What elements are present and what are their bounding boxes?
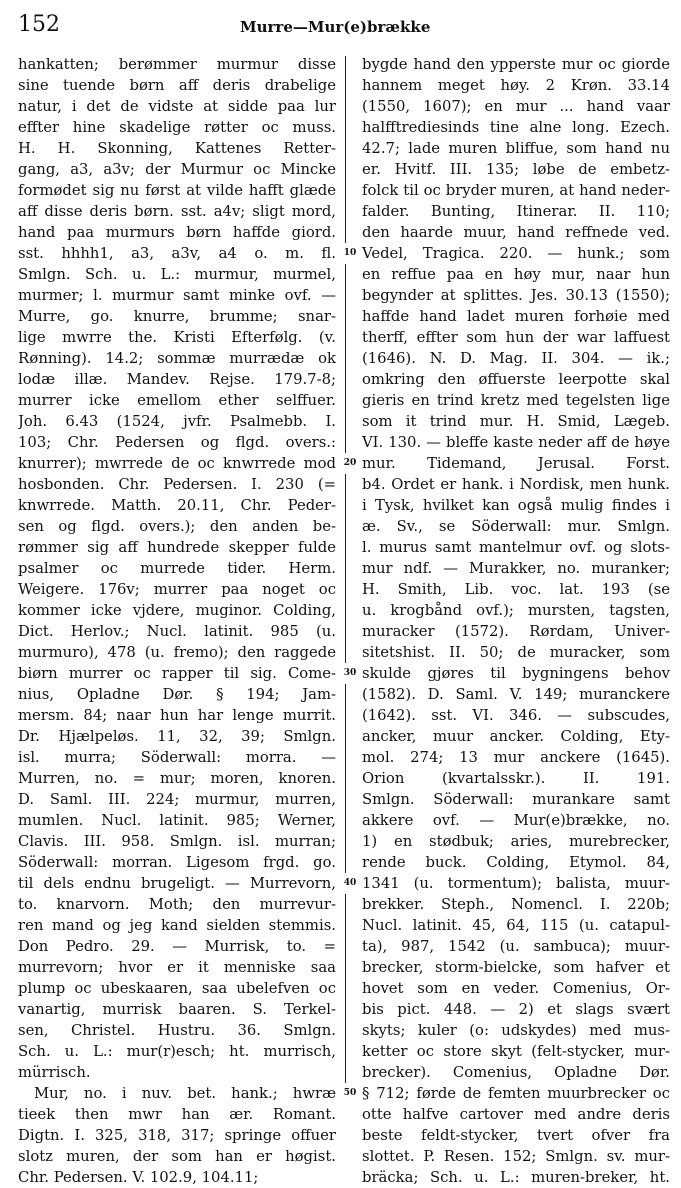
text-line: folck til oc bryder muren, at hand neder-	[362, 182, 670, 199]
text-line: gang, a3, a3v; der Murmur oc Mincke	[18, 161, 336, 178]
text-line: sen, Christel. Hustru. 36. Smlgn.	[18, 1022, 336, 1039]
text-line: halfftrediesinds tine alne long. Ezech.	[362, 119, 670, 136]
text-line: isl. murra; Söderwall: morra. —	[18, 749, 336, 766]
running-head: Murre—Mur(e)brække	[240, 18, 431, 36]
text-line: brekker. Steph., Nomencl. I. 220b;	[362, 896, 670, 913]
line-number-marker: 30	[338, 663, 362, 684]
text-line: lige mwrre the. Kristi Efterfølg. (v.	[18, 329, 336, 346]
text-line: akkere ovf. — Mur(e)brække, no.	[362, 812, 670, 829]
text-line: murmer; l. murmur samt minke ovf. —	[18, 287, 336, 304]
text-line: muracker (1572). Rørdam, Univer-	[362, 623, 670, 640]
text-line: Nucl. latinit. 45, 64, 115 (u. catapul-	[362, 917, 670, 934]
text-line: omkring den øffuerste leerpotte skal	[362, 371, 670, 388]
text-line: sst. hhhh1, a3, a3v, a4 o. m. fl.	[18, 245, 336, 262]
text-line: slottet. P. Resen. 152; Smlgn. sv. mur-	[362, 1148, 670, 1165]
text-line: H. H. Skonning, Kattenes Retter-	[18, 140, 336, 157]
text-line: formødet sig nu først at vilde hafft glæde	[18, 182, 336, 199]
text-line: vanartig, murrisk baaren. S. Terkel-	[18, 1001, 336, 1018]
line-number-marker: 40	[338, 873, 362, 894]
text-line: murrer icke emellom ether selffuer.	[18, 392, 336, 409]
text-line: mumlen. Nucl. latinit. 985; Werner,	[18, 812, 336, 829]
text-line: biørn murrer oc rapper til sig. Come-	[18, 665, 336, 682]
text-line: Clavis. III. 958. Smlgn. isl. murran;	[18, 833, 336, 850]
text-line: to. knarvorn. Moth; den murrevur-	[18, 896, 336, 913]
line-number-marker: 10	[338, 243, 362, 264]
text-line: hand paa murmurs børn haffde giord.	[18, 224, 336, 241]
text-line: psalmer oc murrede tider. Herm.	[18, 560, 336, 577]
text-line: hankatten; berømmer murmur disse	[18, 56, 336, 73]
text-line: D. Saml. III. 224; murmur, murren,	[18, 791, 336, 808]
right-column	[362, 54, 670, 1188]
text-line: en reffue paa en høy mur, naar hun	[362, 266, 670, 283]
text-line: sine tuende børn aff deris drabelige	[18, 77, 336, 94]
text-line: rømmer sig aff hundrede skepper fulde	[18, 539, 336, 556]
page-header	[0, 10, 681, 42]
text-line: murrevorn; hvor er it menniske saa	[18, 959, 336, 976]
text-line: (1550, 1607); en mur ... hand vaar	[362, 98, 670, 115]
text-line: Sch. u. L.: mur(r)esch; ht. murrisch,	[18, 1043, 336, 1060]
text-line: VI. 130. — bleffe kaste neder aff de høye	[362, 434, 670, 451]
text-line: ancker, muur ancker. Colding, Ety-	[362, 728, 670, 745]
text-line: ta), 987, 1542 (u. sambuca); muur-	[362, 938, 670, 955]
text-line: falder. Bunting, Itinerar. II. 110;	[362, 203, 670, 220]
text-line: 42.7; lade muren bliffue, som hand nu	[362, 140, 670, 157]
text-line: Dr. Hjælpeløs. 11, 32, 39; Smlgn.	[18, 728, 336, 745]
text-line: Vedel, Tragica. 220. — hunk.; som	[362, 245, 670, 262]
text-line: Dict. Herlov.; Nucl. latinit. 985 (u.	[18, 623, 336, 640]
text-line: knwrrede. Matth. 20.11, Chr. Peder-	[18, 497, 336, 514]
text-line: Söderwall: morran. Ligesom frgd. go.	[18, 854, 336, 871]
text-line: brecker, storm-bielcke, som hafver et	[362, 959, 670, 976]
text-line: mol. 274; 13 mur anckere (1645).	[362, 749, 670, 766]
column-divider	[345, 56, 346, 1102]
text-line: er. Hvitf. III. 135; løbe de embetz-	[362, 161, 670, 178]
text-line: Smlgn. Sch. u. L.: murmur, murmel,	[18, 266, 336, 283]
text-line: Digtn. I. 325, 318, 317; springe offuer	[18, 1127, 336, 1144]
text-line: 1) en stødbuk; aries, murebrecker,	[362, 833, 670, 850]
text-line: (1582). D. Saml. V. 149; muranckere	[362, 686, 670, 703]
text-line: gieris en trind kretz med tegelsten lige	[362, 392, 670, 409]
text-line: hovet som en veder. Comenius, Or-	[362, 980, 670, 997]
text-line: (1646). N. D. Mag. II. 304. — ik.;	[362, 350, 670, 367]
text-line: mur. Tidemand, Jerusal. Forst.	[362, 455, 670, 472]
text-line: Rønning). 14.2; sommæ murrædæ ok	[18, 350, 336, 367]
text-line: 1341 (u. tormentum); balista, muur-	[362, 875, 670, 892]
text-line: Orion (kvartalsskr.). II. 191.	[362, 770, 670, 787]
text-line: Joh. 6.43 (1524, jvfr. Psalmebb. I.	[18, 413, 336, 430]
text-line: kommer icke vjdere, muginor. Colding,	[18, 602, 336, 619]
text-line: Weigere. 176v; murrer paa noget oc	[18, 581, 336, 598]
page-number: 152	[18, 12, 60, 37]
left-column	[18, 54, 336, 1188]
text-line: beste feldt-stycker, tvert ofver fra	[362, 1127, 670, 1144]
text-line: u. krogbånd ovf.); mursten, tagsten,	[362, 602, 670, 619]
text-line: Chr. Pedersen. V. 102.9, 104.11;	[18, 1169, 259, 1186]
line-number-marker: 20	[338, 453, 362, 474]
text-line: H. Smith, Lib. voc. lat. 193 (se	[362, 581, 670, 598]
text-line: haffde hand ladet muren forhøie med	[362, 308, 670, 325]
text-line: i Tysk, hvilket kan også mulig findes i	[362, 497, 670, 514]
text-line: nius, Opladne Dør. § 194; Jam-	[18, 686, 336, 703]
text-line: mürrisch.	[18, 1064, 91, 1081]
text-line: Don Pedro. 29. — Murrisk, to. =	[18, 938, 336, 955]
text-line: til dels endnu brugeligt. — Murrevorn,	[18, 875, 336, 892]
text-line: l. murus samt mantelmur ovf. og slots-	[362, 539, 670, 556]
text-line: bräcka; Sch. u. L.: muren-breker, ht.	[362, 1169, 670, 1186]
text-line: murmuro), 478 (u. fremo); den raggede	[18, 644, 336, 661]
text-line: ren mand og jeg kand sielden stemmis.	[18, 917, 336, 934]
text-line: 103; Chr. Pedersen og flgd. overs.:	[18, 434, 336, 451]
text-line: begynder at splittes. Jes. 30.13 (1550);	[362, 287, 670, 304]
text-line: effter hine skadelige røtter oc muss.	[18, 119, 336, 136]
text-line: Murre, go. knurre, brumme; snar-	[18, 308, 336, 325]
text-line: (1642). sst. VI. 346. — subscudes,	[362, 707, 670, 724]
text-line: skyts; kuler (o: udskydes) med mus-	[362, 1022, 670, 1039]
text-line: mersm. 84; naar hun har lenge murrit.	[18, 707, 336, 724]
text-line: ketter oc store skyt (felt-stycker, mur-	[362, 1043, 670, 1060]
text-line: skulde gjøres til bygningens behov	[362, 665, 670, 682]
text-line: æ. Sv., se Söderwall: mur. Smlgn.	[362, 518, 670, 535]
text-line: hosbonden. Chr. Pedersen. I. 230 (=	[18, 476, 336, 493]
text-line: § 712; førde de femten muurbrecker oc	[362, 1085, 670, 1102]
text-line: tieek then mwr han ær. Romant.	[18, 1106, 336, 1123]
text-line: bis pict. 448. — 2) et slags svært	[362, 1001, 670, 1018]
text-line: Mur, no. i nuv. bet. hank.; hwræ	[34, 1085, 336, 1102]
text-line: Smlgn. Söderwall: murankare samt	[362, 791, 670, 808]
text-line: knurrer); mwrrede de oc knwrrede mod	[18, 455, 336, 472]
text-line: b4. Ordet er hank. i Nordisk, men hunk.	[362, 476, 670, 493]
text-line: den haarde muur, hand reffnede ved.	[362, 224, 670, 241]
text-line: sitetshist. II. 50; de muracker, som	[362, 644, 670, 661]
text-line: lodæ illæ. Mandev. Rejse. 179.7-8;	[18, 371, 336, 388]
text-line: hannem meget høy. 2 Krøn. 33.14	[362, 77, 670, 94]
text-line: brecker). Comenius, Opladne Dør.	[362, 1064, 670, 1081]
text-line: mur ndf. — Murakker, no. muranker;	[362, 560, 670, 577]
text-line: som it trind mur. H. Smid, Lægeb.	[362, 413, 670, 430]
text-line: bygde hand den ypperste mur oc giorde	[362, 56, 670, 73]
line-number-marker: 50	[338, 1083, 362, 1104]
text-line: therff, effter som hun der war laffuest	[362, 329, 670, 346]
text-line: Murren, no. = mur; moren, knoren.	[18, 770, 336, 787]
text-line: rende buck. Colding, Etymol. 84,	[362, 854, 670, 871]
text-line: aff disse deris børn. sst. a4v; sligt mord,	[18, 203, 336, 220]
text-line: sen og flgd. overs.); den anden be-	[18, 518, 336, 535]
text-line: slotz muren, der som han er høgist.	[18, 1148, 336, 1165]
text-line: plump oc ubeskaaren, saa ubelefven oc	[18, 980, 336, 997]
text-line: natur, i det de vidste at sidde paa lur	[18, 98, 336, 115]
text-line: otte halfve cartover med andre deris	[362, 1106, 670, 1123]
